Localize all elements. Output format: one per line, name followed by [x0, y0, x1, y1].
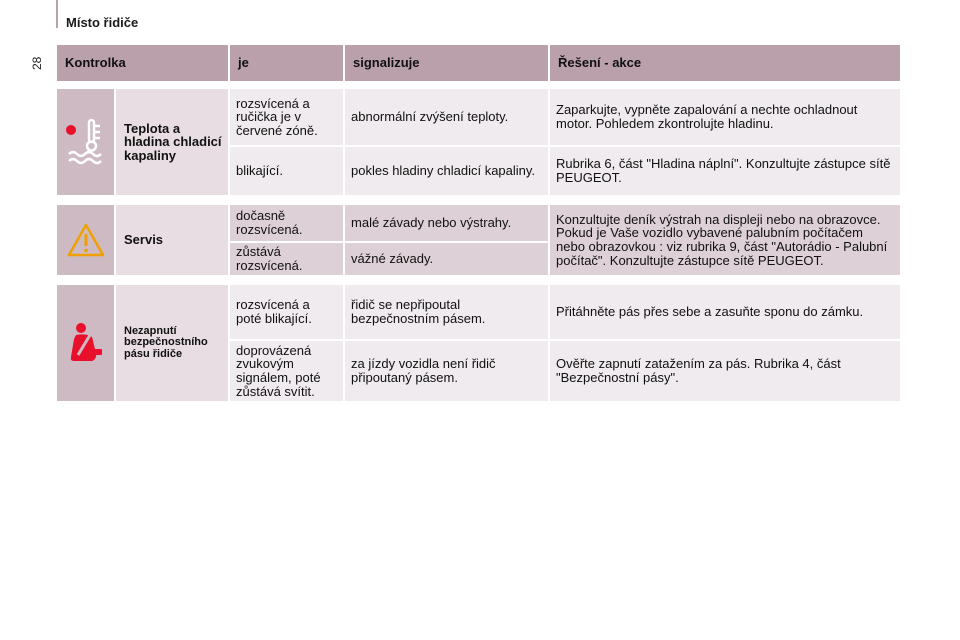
light-name: Servis — [116, 205, 230, 277]
header-reseni: Řešení - akce — [550, 45, 902, 81]
service-icon-cell — [57, 205, 116, 277]
state-cell: doprovázená zvukovým signálem, poté zůstává svítit. — [230, 341, 345, 403]
signal-cell: pokles hladiny chladicí kapaliny. — [345, 147, 550, 197]
seatbelt-icon-cell — [57, 285, 116, 403]
action-cell: Ověřte zapnutí zatažením za pás. Rubrika 4, část "Bezpečnostní pásy". — [550, 341, 902, 403]
signal-cell: řidič se nepřipoutal bezpečnostním pásem. — [345, 285, 550, 341]
coolant-icon-cell — [57, 89, 116, 197]
coolant-temperature-icon — [61, 116, 111, 168]
table-row — [57, 205, 902, 243]
action-cell: Přitáhněte pás přes sebe a zasuňte sponu do zámku. — [550, 285, 902, 341]
state-cell: rozsvícená a poté blikající. — [230, 285, 345, 341]
light-name: Teplota a hladina chladicí kapaliny — [116, 89, 230, 197]
header-je: je — [230, 45, 345, 81]
side-rule — [56, 0, 58, 28]
page-number: 28 — [30, 56, 44, 70]
table-header-row — [57, 45, 902, 81]
table-row — [57, 285, 902, 341]
table-row — [57, 89, 902, 147]
warning-lights-table — [57, 45, 902, 403]
page-title: Místo řidiče — [66, 15, 139, 30]
state-cell: rozsvícená a ručička je v červené zóně. — [230, 89, 345, 147]
header-signalizuje: signalizuje — [345, 45, 550, 81]
action-cell: Zaparkujte, vypněte zapalování a nechte ochladnout motor. Pohledem zkontrolujte hladinu. — [550, 89, 902, 147]
state-cell: zůstává rozsvícená. — [230, 243, 345, 277]
action-cell: Konzultujte deník výstrah na displeji nebo na obrazovce. Pokud je Vaše vozidlo vybavené palubním počítačem nebo obrazovkou : viz rubrika 9, část "Autorádio - Palubní počítač". Konzultujte zástupce sítě PEUGEOT. — [550, 205, 902, 277]
signal-cell: vážné závady. — [345, 243, 550, 277]
state-cell: dočasně rozsvícená. — [230, 205, 345, 243]
action-cell: Rubrika 6, část "Hladina náplní". Konzultujte zástupce sítě PEUGEOT. — [550, 147, 902, 197]
header-kontrolka: Kontrolka — [57, 45, 230, 81]
signal-cell: abnormální zvýšení teploty. — [345, 89, 550, 147]
warning-triangle-icon — [66, 222, 106, 258]
seatbelt-icon — [66, 321, 106, 365]
state-cell: blikající. — [230, 147, 345, 197]
signal-cell: za jízdy vozidla není řidič připoutaný pásem. — [345, 341, 550, 403]
light-name: Nezapnutí bezpečnostního pásu řidiče — [116, 285, 230, 403]
signal-cell: malé závady nebo výstrahy. — [345, 205, 550, 243]
